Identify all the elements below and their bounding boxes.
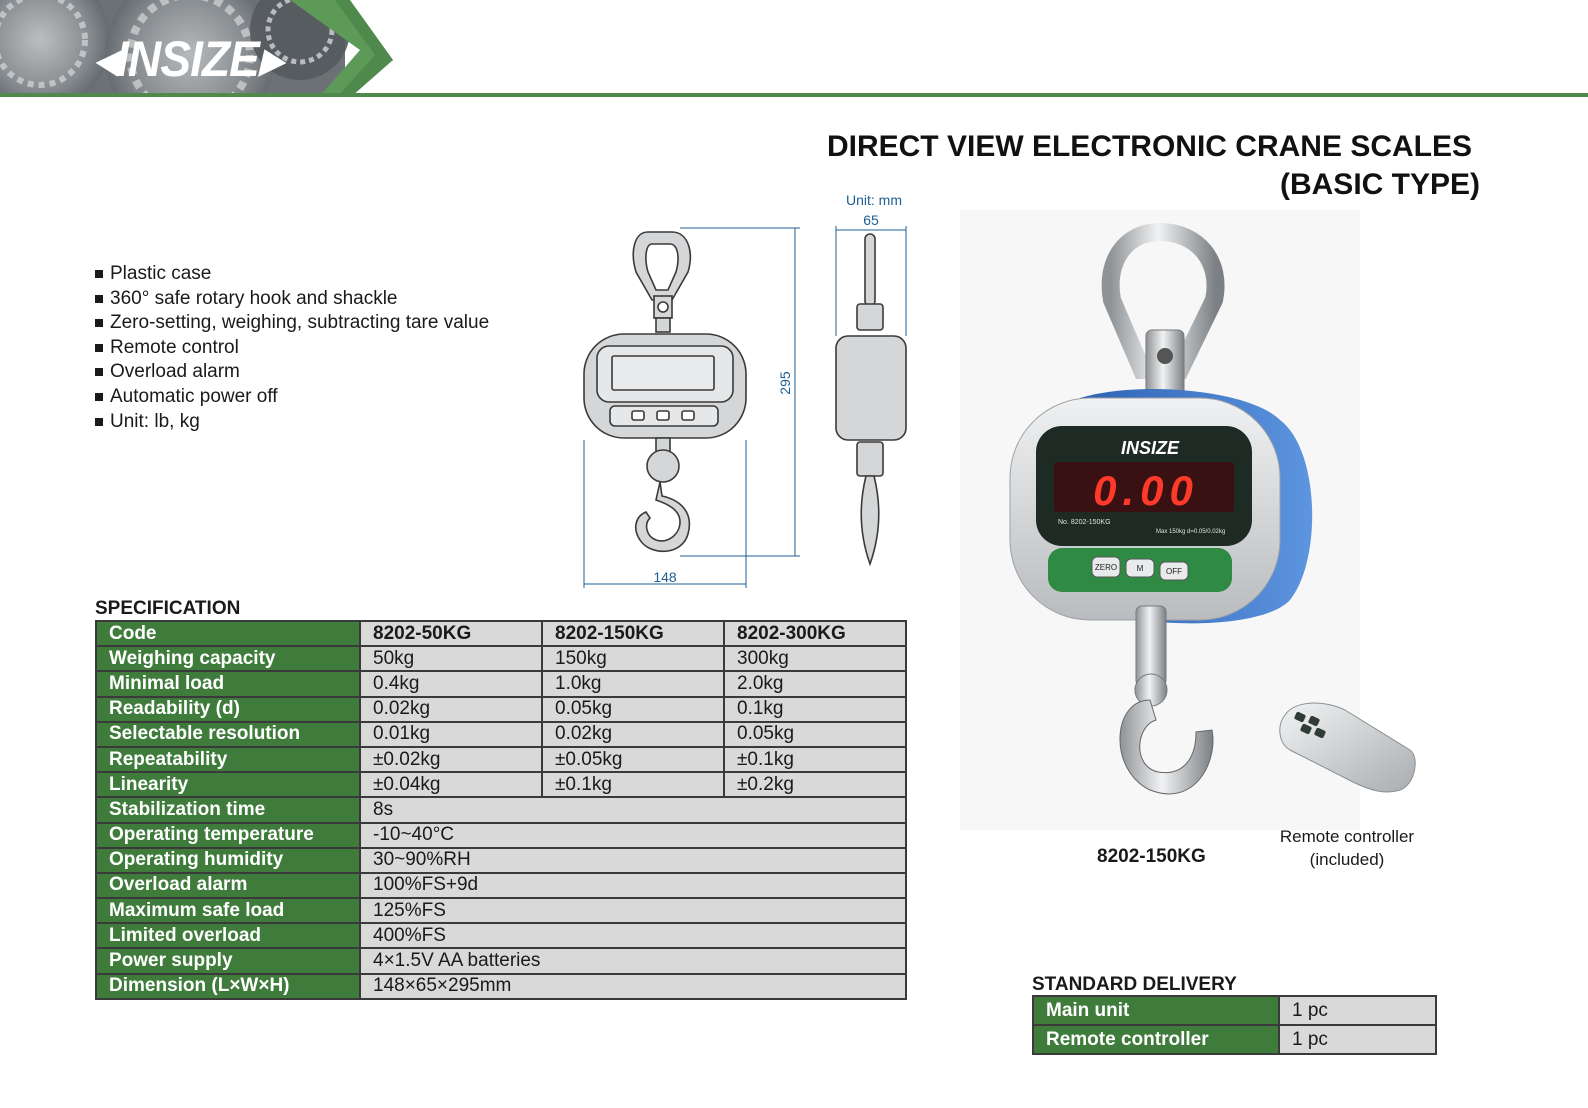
spec-value: 150kg — [542, 646, 724, 671]
spec-label: Operating temperature — [96, 823, 360, 848]
spec-value: 30~90%RH — [360, 848, 906, 873]
delivery-label: Remote controller — [1033, 1025, 1279, 1054]
feature-list — [95, 262, 489, 434]
spec-table — [95, 620, 907, 1000]
spec-label: Selectable resolution — [96, 722, 360, 747]
spec-value: 0.02kg — [542, 722, 724, 747]
spec-label: Operating humidity — [96, 848, 360, 873]
feature-text: Zero-setting, weighing, subtracting tare value — [110, 312, 490, 334]
feature-item — [95, 336, 489, 361]
page-subtitle: (BASIC TYPE) — [1279, 168, 1480, 201]
spec-label: Overload alarm — [96, 873, 360, 898]
spec-value: 0.01kg — [360, 722, 542, 747]
delivery-label: Main unit — [1033, 996, 1279, 1025]
spec-label: Repeatability — [96, 747, 360, 772]
zero-button-label: ZERO — [1094, 563, 1118, 572]
bullet-square-icon — [95, 270, 103, 278]
bullet-square-icon — [95, 344, 103, 352]
logo-text: INSIZE — [116, 31, 259, 87]
logo-arrow-right-icon: ▸ — [258, 31, 282, 87]
model-caption: 8202-150KG — [1097, 846, 1206, 867]
display-reading: 0.00 — [1093, 467, 1199, 514]
spec-label: Dimension (L×W×H) — [96, 974, 360, 999]
spec-value: ±0.1kg — [724, 747, 906, 772]
spec-value: 0.02kg — [360, 697, 542, 722]
off-button-label: OFF — [1166, 567, 1182, 576]
spec-value: 400%FS — [360, 923, 906, 948]
page-title: DIRECT VIEW ELECTRONIC CRANE SCALES — [826, 130, 1472, 163]
spec-value: ±0.2kg — [724, 772, 906, 797]
spec-value: 0.1kg — [724, 697, 906, 722]
feature-text: Overload alarm — [110, 361, 240, 383]
spec-label: Code — [96, 621, 360, 646]
spec-value: ±0.02kg — [360, 747, 542, 772]
spec-value: 1.0kg — [542, 671, 724, 696]
spec-value: 4×1.5V AA batteries — [360, 948, 906, 973]
spec-value: -10~40°C — [360, 823, 906, 848]
spec-value: 0.05kg — [542, 697, 724, 722]
spec-value: 8s — [360, 797, 906, 822]
spec-label: Power supply — [96, 948, 360, 973]
spec-label: Stabilization time — [96, 797, 360, 822]
feature-item — [95, 287, 489, 312]
spec-label: Maximum safe load — [96, 898, 360, 923]
spec-value: 0.4kg — [360, 671, 542, 696]
spec-row — [96, 797, 906, 822]
spec-row — [96, 974, 906, 999]
feature-item — [95, 410, 489, 435]
remote-caption — [1262, 825, 1432, 871]
spec-value: 50kg — [360, 646, 542, 671]
spec-row — [96, 747, 906, 772]
remote-caption-line2: (included) — [1309, 850, 1385, 869]
display-spec: Max 150kg d=0.05/0.02kg — [1156, 529, 1226, 535]
spec-row — [96, 823, 906, 848]
spec-model: 8202-150KG — [542, 621, 724, 646]
spec-value: ±0.1kg — [542, 772, 724, 797]
spec-label: Minimal load — [96, 671, 360, 696]
spec-row — [96, 697, 906, 722]
spec-value: 0.05kg — [724, 722, 906, 747]
dim-depth: 65 — [863, 212, 879, 228]
feature-text: 360° safe rotary hook and shackle — [110, 287, 398, 309]
header-rule — [0, 93, 1588, 97]
spec-row — [96, 948, 906, 973]
feature-text: Unit: lb, kg — [110, 410, 200, 432]
logo-arrow-left-icon: ◂ — [94, 31, 117, 87]
delivery-heading: STANDARD DELIVERY — [1032, 974, 1237, 995]
bullet-square-icon — [95, 319, 103, 327]
feature-item — [95, 385, 489, 410]
dim-width: 148 — [653, 569, 677, 585]
remote-caption-line1: Remote controller — [1279, 827, 1415, 846]
spec-row — [96, 671, 906, 696]
insize-logo — [94, 30, 281, 88]
spec-heading: SPECIFICATION — [95, 598, 241, 619]
spec-value: ±0.05kg — [542, 747, 724, 772]
spec-value: ±0.04kg — [360, 772, 542, 797]
spec-label: Weighing capacity — [96, 646, 360, 671]
spec-row — [96, 722, 906, 747]
spec-row — [96, 772, 906, 797]
delivery-value: 1 pc — [1279, 1025, 1436, 1054]
spec-value: 2.0kg — [724, 671, 906, 696]
feature-text: Automatic power off — [110, 385, 278, 407]
feature-text: Remote control — [110, 336, 239, 358]
spec-row — [96, 923, 906, 948]
spec-label: Readability (d) — [96, 697, 360, 722]
spec-label: Linearity — [96, 772, 360, 797]
m-button-label: M — [1136, 564, 1144, 573]
spec-row — [96, 873, 906, 898]
delivery-row — [1033, 1025, 1436, 1054]
dimension-drawing — [570, 190, 920, 595]
spec-value: 300kg — [724, 646, 906, 671]
spec-label: Limited overload — [96, 923, 360, 948]
feature-text: Plastic case — [110, 263, 212, 284]
spec-row — [96, 646, 906, 671]
bullet-square-icon — [95, 368, 103, 376]
bullet-square-icon — [95, 393, 103, 401]
delivery-row — [1033, 996, 1436, 1025]
spec-model: 8202-50KG — [360, 621, 542, 646]
spec-value: 100%FS+9d — [360, 873, 906, 898]
display-logo: INSIZE — [1120, 438, 1180, 458]
spec-model: 8202-300KG — [724, 621, 906, 646]
delivery-table — [1032, 995, 1437, 1055]
spec-row — [96, 848, 906, 873]
spec-row — [96, 898, 906, 923]
spec-value: 125%FS — [360, 898, 906, 923]
remote-controller-photo — [1275, 695, 1425, 805]
delivery-value: 1 pc — [1279, 996, 1436, 1025]
dim-height: 295 — [777, 371, 793, 395]
bullet-square-icon — [95, 295, 103, 303]
spec-header-row — [96, 621, 906, 646]
feature-item — [95, 311, 489, 336]
feature-item — [95, 262, 489, 287]
bullet-square-icon — [95, 418, 103, 426]
spec-value: 148×65×295mm — [360, 974, 906, 999]
unit-label: Unit: mm — [846, 192, 902, 208]
display-model: No. 8202-150KG — [1058, 519, 1111, 526]
feature-item — [95, 360, 489, 385]
